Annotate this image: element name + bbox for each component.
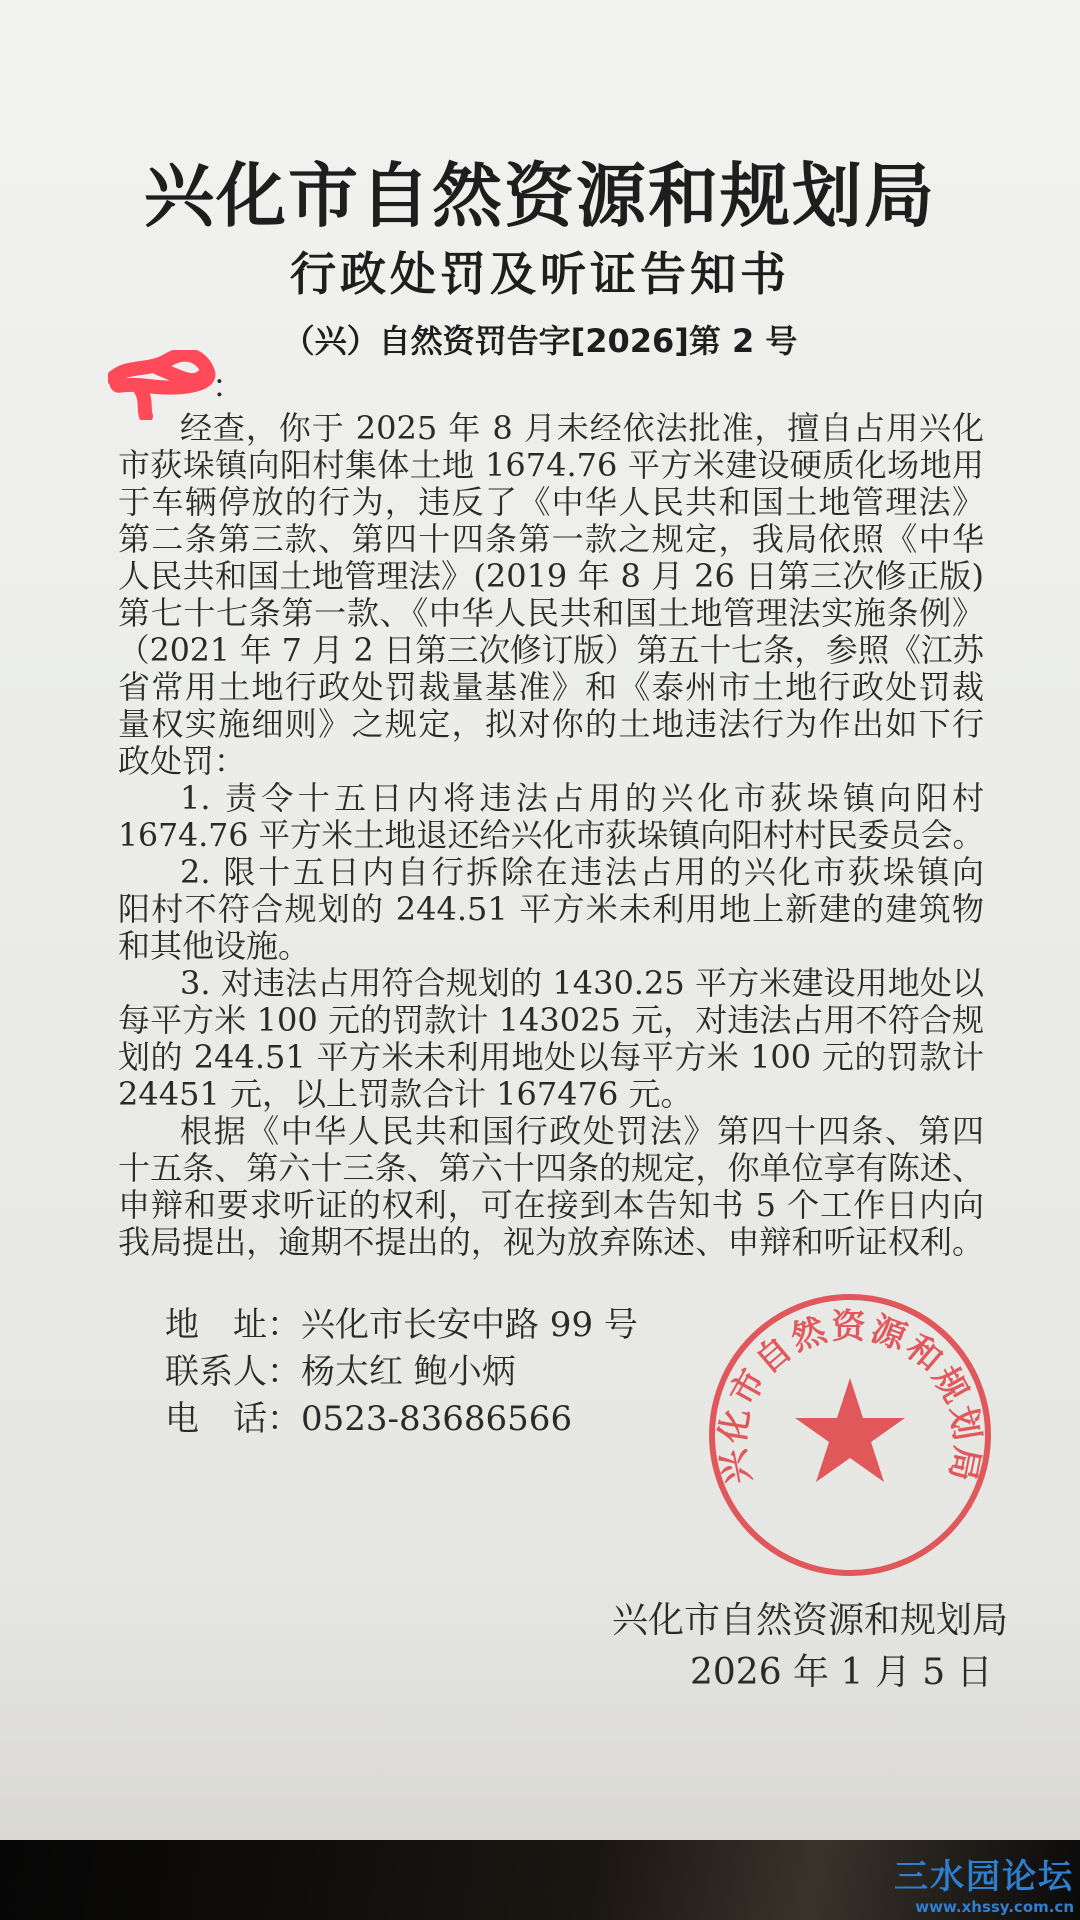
body-line: 每平方米 100 元的罚款计 143025 元，对违法占用不符合规	[118, 1001, 984, 1039]
seal-text: 兴化市自然资源和规划局	[712, 1306, 988, 1488]
official-seal	[705, 1290, 995, 1580]
body-line: 第二条第三款、第四十四条第一款之规定，我局依照《中华	[118, 520, 984, 558]
signature-agency: 兴化市自然资源和规划局	[612, 1600, 1009, 1641]
body-line: 人民共和国土地管理法》(2019 年 8 月 26 日第三次修正版)	[118, 557, 984, 595]
body-line: 十五条、第六十三条、第六十四条的规定，你单位享有陈述、	[118, 1149, 984, 1187]
body-line: 24451 元，以上罚款合计 167476 元。	[118, 1075, 693, 1113]
body-line: 根据《中华人民共和国行政处罚法》第四十四条、第四	[180, 1112, 984, 1150]
body-line: （2021 年 7 月 2 日第三次修订版）第五十七条，参照《江苏	[118, 631, 985, 669]
penalty-item-3: 3. 对违法占用符合规划的 1430.25 平方米建设用地处以	[180, 964, 984, 1002]
penalty-item-1: 1. 责令十五日内将违法占用的兴化市荻垛镇向阳村	[180, 779, 984, 817]
body-line: 市荻垛镇向阳村集体土地 1674.76 平方米建设硬质化场地用	[118, 446, 984, 484]
body-line: 和其他设施。	[118, 927, 311, 965]
signature-date: 2026 年 1 月 5 日	[690, 1652, 993, 1693]
body-line: 第七十七条第一款、《中华人民共和国土地管理法实施条例》	[118, 594, 984, 632]
body-line: 于车辆停放的行为，违反了《中华人民共和国土地管理法》	[118, 483, 984, 521]
body-line: 量权实施细则》之规定，拟对你的土地违法行为作出如下行	[118, 705, 984, 743]
body-line: 经查，你于 2025 年 8 月未经依法批准，擅自占用兴化	[180, 409, 984, 447]
penalty-item-2: 2. 限十五日内自行拆除在违法占用的兴化市荻垛镇向	[180, 853, 984, 891]
contact-phone: 电 话：0523-83686566	[165, 1399, 573, 1439]
watermark-url: www.xhssy.com.cn	[915, 1898, 1074, 1916]
contact-person: 联系人：杨太红 鲍小炳	[165, 1352, 516, 1392]
body-line: 我局提出，逾期不提出的，视为放弃陈述、申辩和听证权利。	[118, 1223, 984, 1261]
watermark-name: 三水园论坛	[894, 1857, 1074, 1897]
salutation-colon: ：	[212, 367, 245, 405]
body-line: 政处罚：	[118, 742, 247, 780]
star-icon	[795, 1378, 905, 1482]
forum-watermark	[894, 1849, 1074, 1916]
body-line: 划的 244.51 平方米未利用地处以每平方米 100 元的罚款计	[118, 1038, 984, 1076]
body-line: 阳村不符合规划的 244.51 平方米未利用地上新建的建筑物	[118, 890, 984, 928]
document-number: （兴）自然资罚告字[2026]第 2 号	[282, 322, 798, 360]
body-line: 1674.76 平方米土地退还给兴化市荻垛镇向阳村村民委员会。	[118, 816, 984, 854]
document-title: 行政处罚及听证告知书	[290, 247, 790, 301]
body-line: 省常用土地行政处罚裁量基准》和《泰州市土地行政处罚裁	[118, 668, 984, 706]
body-line: 申辩和要求听证的权利，可在接到本告知书 5 个工作日内向	[118, 1186, 984, 1224]
contact-address: 地 址：兴化市长安中路 99 号	[165, 1305, 638, 1345]
agency-title: 兴化市自然资源和规划局	[144, 155, 936, 237]
